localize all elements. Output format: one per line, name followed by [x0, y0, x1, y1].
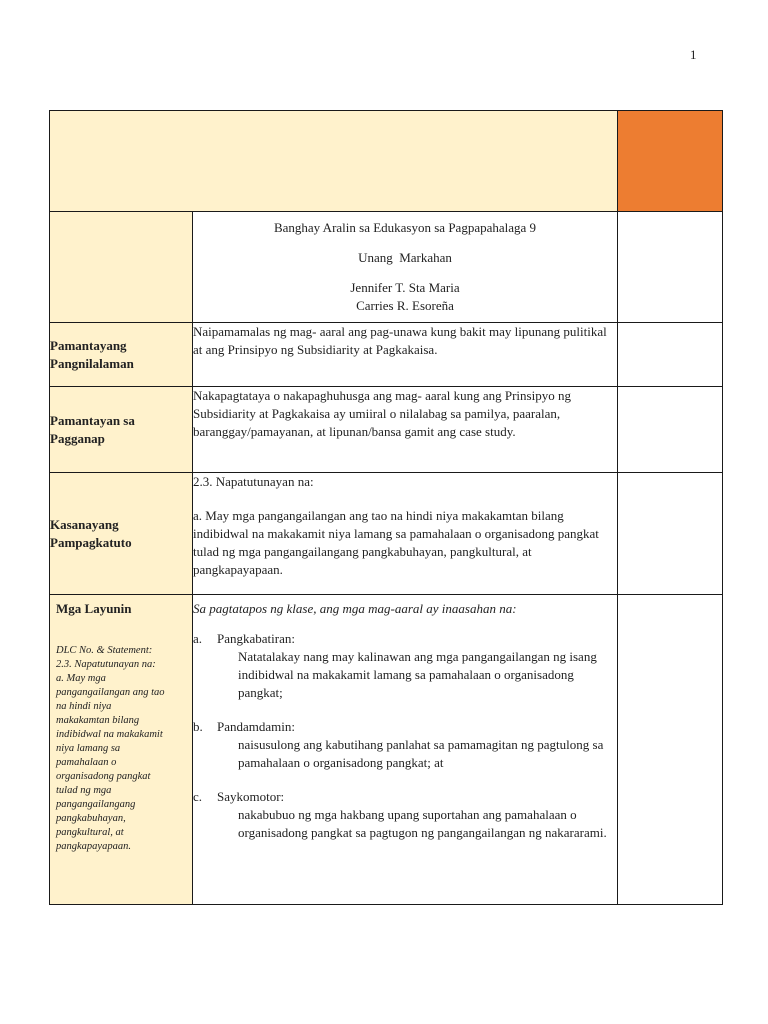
objective-item-a	[193, 630, 617, 702]
objectives-label: Mga Layunin	[56, 601, 132, 616]
content-standard-row	[50, 323, 723, 387]
objective-title: Pangkabatiran:	[217, 631, 295, 646]
header-band	[50, 111, 618, 212]
objective-item-c	[193, 788, 617, 842]
objective-title: Pandamdamin:	[217, 719, 295, 734]
objective-text: Natatalakay nang may kalinawan ang mga pangangailangan ng isang indibidwal na makakamit lamang sa pamahalaan o organisadong pangkat;	[238, 649, 597, 700]
objectives-cell	[193, 595, 618, 905]
header-band-row	[50, 111, 723, 212]
dlc-line: pangkabuhayan,	[56, 813, 126, 824]
orange-accent-cell	[618, 111, 723, 212]
content-standard-text: Naipamamalas ng mag- aaral ang pag-unawa kung bakit may lipunang pulitikal at ang Prinsipyo ng Subsidiarity at Pagkakaisa.	[193, 323, 618, 387]
dlc-line: makakamtan bilang	[56, 715, 140, 726]
performance-standard-text: Nakapagtataya o nakapaghuhusga ang mag- aaral kung ang Prinsipyo ng Subsidiarity at Pagkakaisa ay umiiral o nilalabag sa pamilya, paaralan, baranggay/pamayanan, at lipunan/bansa gamit ang case study.	[193, 387, 618, 473]
author-1: Jennifer T. Sta Maria	[350, 280, 460, 295]
lesson-title: Banghay Aralin sa Edukasyon sa Pagpapahalaga 9	[273, 220, 537, 235]
title-label-cell	[50, 212, 193, 323]
performance-standard-label: Pamantayan sa Pagganap	[50, 387, 193, 473]
performance-standard-side	[618, 387, 723, 473]
performance-standard-row	[50, 387, 723, 473]
objectives-side	[618, 595, 723, 905]
dlc-line: pangangailangang	[56, 799, 136, 810]
title-cell	[193, 212, 618, 323]
competency-label: Kasanayang Pampagkatuto	[50, 473, 193, 595]
dlc-line: pamahalaan o	[56, 757, 117, 768]
dlc-line: pangkapayapaan.	[56, 841, 131, 852]
competency-text: a. May mga pangangailangan ang tao na hindi niya makakamtan bilang indibidwal na makakamit niya lamang sa pamahalaan o organisadong pangkat tulad ng mga pangangailangang pangkabuhayan, pangkultural, at pangkapayapaan.	[193, 508, 599, 577]
dlc-line: na hindi niya	[56, 701, 112, 712]
objectives-intro: Sa pagtatapos ng klase, ang mga mag-aaral ay inaasahan na:	[193, 601, 517, 616]
dlc-line: indibidwal na makakamit	[56, 729, 163, 740]
quarter: Unang Markahan	[358, 250, 452, 265]
competency-row	[50, 473, 723, 595]
page-number: 1	[690, 47, 697, 62]
objective-item-b	[193, 718, 617, 772]
author-2: Carries R. Esoreña	[356, 298, 454, 313]
competency-side	[618, 473, 723, 595]
dlc-line: 2.3. Napatutunayan na:	[56, 659, 156, 670]
objective-marker: c.	[193, 789, 203, 804]
dlc-line: tulad ng mga	[56, 785, 112, 796]
objective-title: Saykomotor:	[217, 789, 285, 804]
title-side-cell	[618, 212, 723, 323]
dlc-line: pangangailangan ang tao	[56, 687, 165, 698]
dlc-line: DLC No. & Statement:	[56, 645, 153, 656]
objectives-row	[50, 595, 723, 905]
competency-code: 2.3. Napatutunayan na:	[193, 474, 314, 489]
content-standard-label: Pamantayang Pangnilalaman	[50, 323, 193, 387]
competency-cell	[193, 473, 618, 595]
objective-text: nakabubuo ng mga hakbang upang suportahan ang pamahalaan o organisadong pangkat sa pagtugon ng pangangailangan ng nakararami.	[238, 807, 607, 840]
dlc-line: organisadong pangkat	[56, 771, 151, 782]
lesson-plan-table	[49, 110, 723, 905]
dlc-line: niya lamang sa	[56, 743, 121, 754]
title-row	[50, 212, 723, 323]
dlc-line: a. May mga	[56, 673, 106, 684]
content-standard-side	[618, 323, 723, 387]
dlc-line: pangkultural, at	[56, 827, 124, 838]
objective-text: naisusulong ang kabutihang panlahat sa pamamagitan ng pagtulong sa pamahalaan o organisadong pangkat; at	[238, 737, 604, 770]
objectives-label-cell	[50, 595, 193, 905]
objective-marker: a.	[193, 631, 203, 646]
objective-marker: b.	[193, 719, 203, 734]
dlc-statement	[56, 644, 186, 854]
